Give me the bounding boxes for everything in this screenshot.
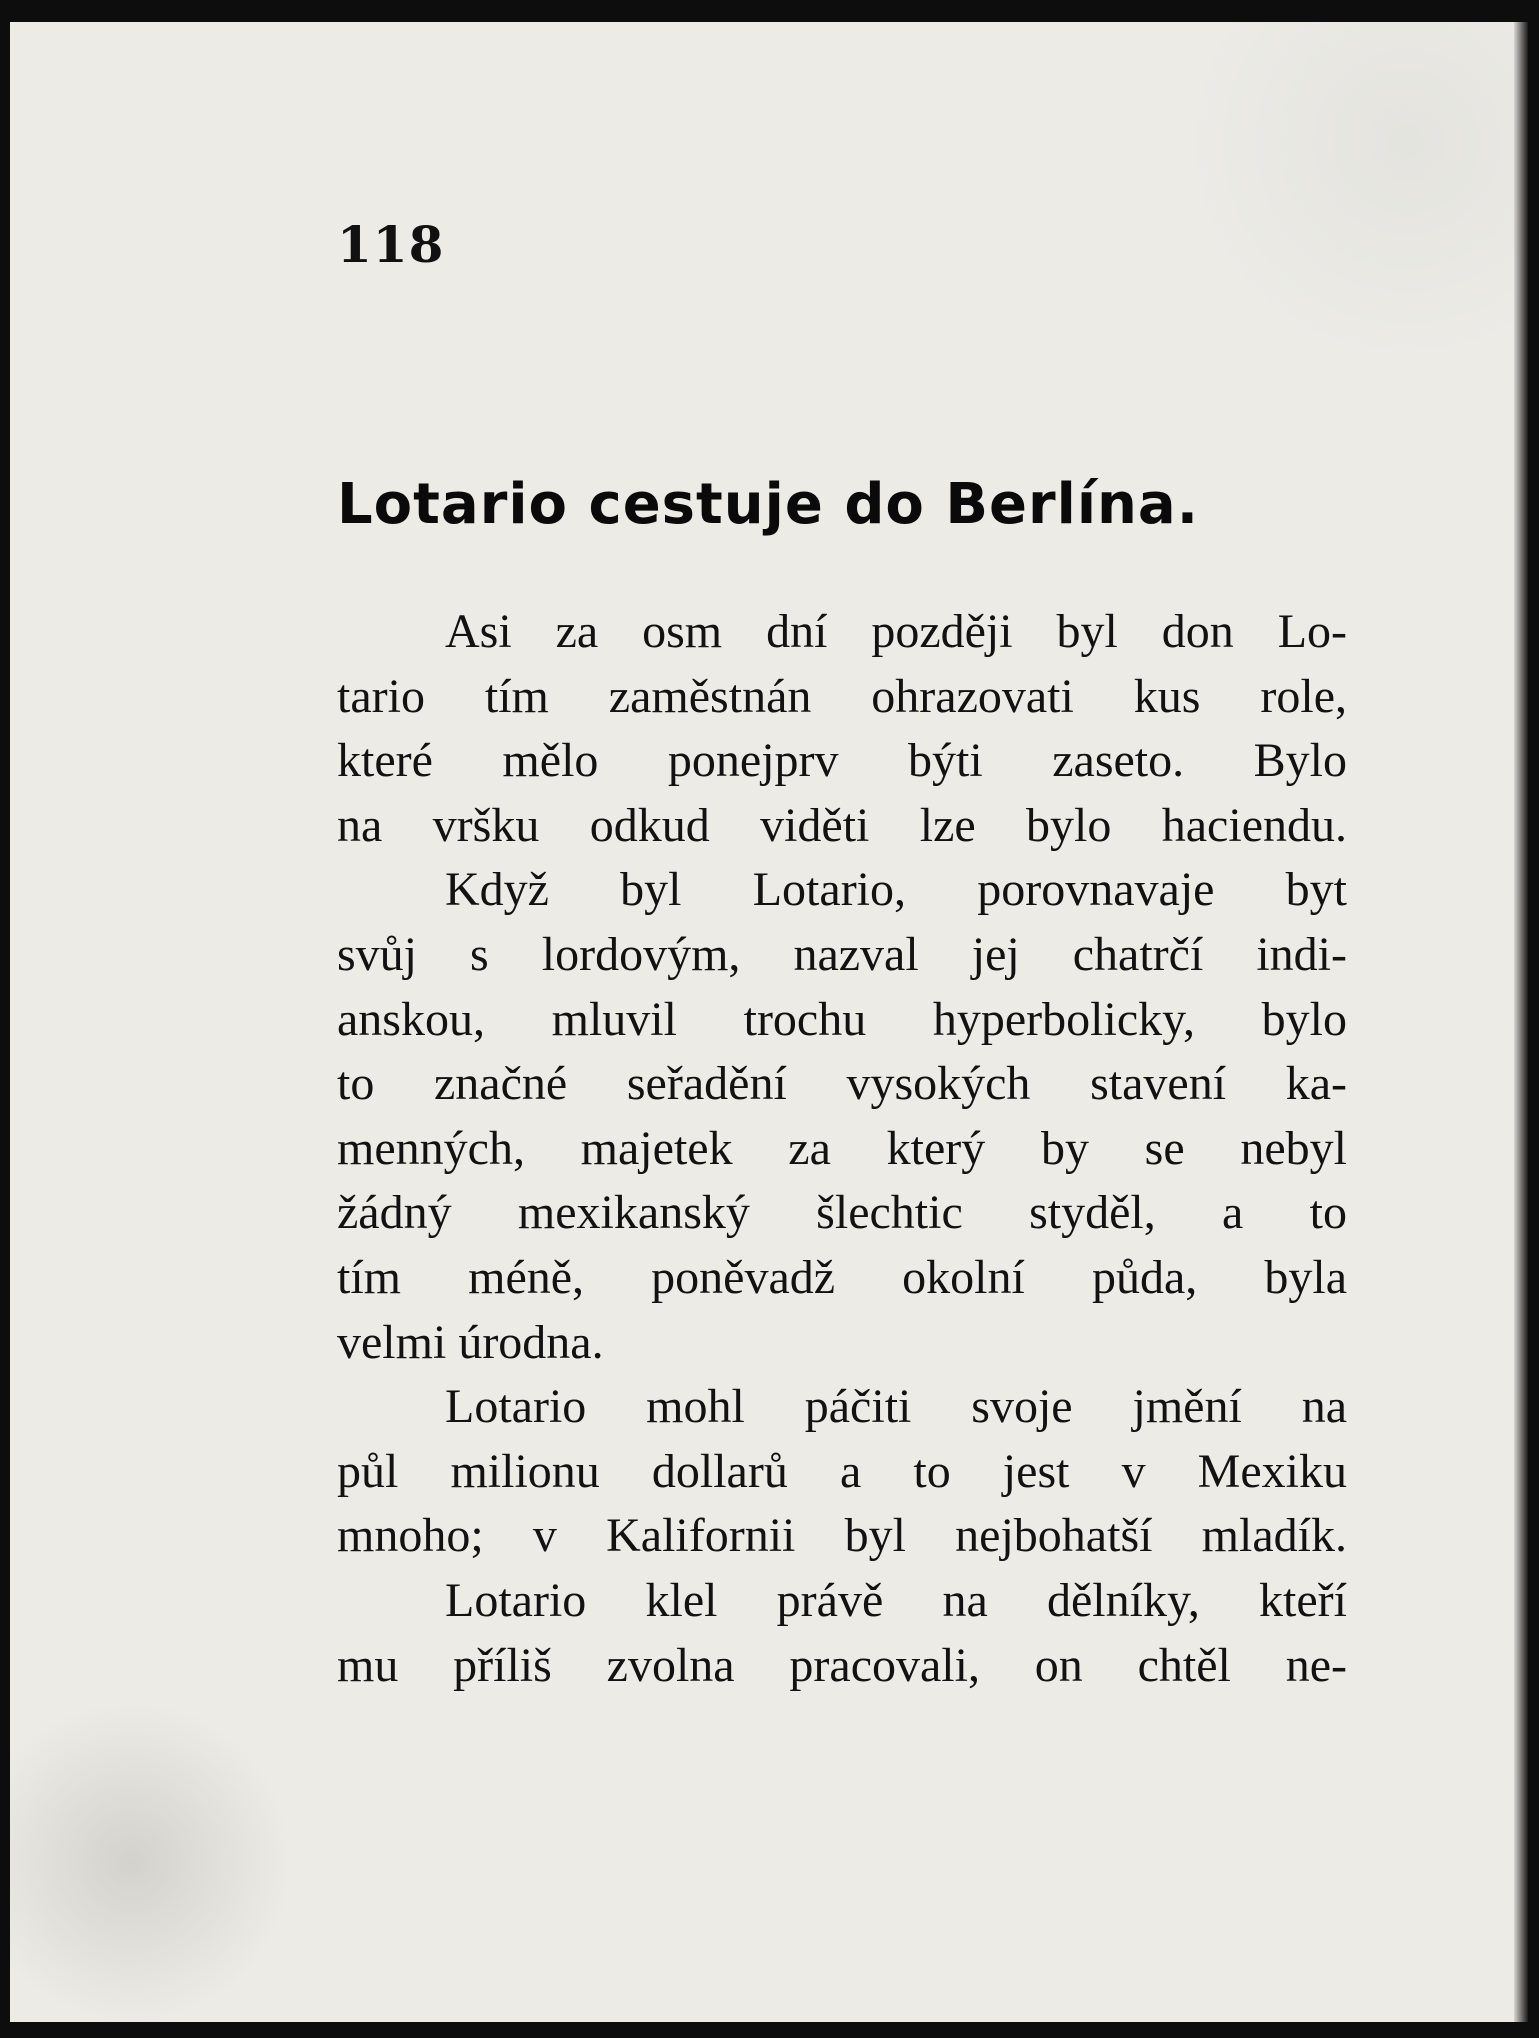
text-line: Lotario klel právě na dělníky, kteří [445, 1573, 1347, 1627]
text-line: půl milionu dollarů a to jest v Mexiku [337, 1444, 1347, 1498]
paragraph [337, 1569, 1347, 1698]
paragraph [337, 858, 1347, 1375]
text-line: na vršku odkud viděti lze bylo haciendu. [337, 798, 1347, 852]
page-number: 118 [337, 215, 445, 274]
text-line: Asi za osm dní později byl don Lo- [445, 605, 1347, 658]
paragraph [337, 1375, 1347, 1569]
text-line: to značné seřadění vysokých stavení ka- [337, 1057, 1347, 1111]
body-text [337, 600, 1347, 1698]
page-edge-shadow [1514, 22, 1528, 2022]
text-line: svůj s lordovým, nazval jej chatrčí indi- [337, 927, 1347, 981]
paragraph [337, 600, 1347, 858]
text-line: mu příliš zvolna pracovali, on chtěl ne- [337, 1638, 1347, 1692]
text-line: žádný mexikanský šlechtic styděl, a to [337, 1186, 1347, 1240]
text-line: tario tím zaměstnán ohrazovati kus role, [337, 669, 1347, 723]
book-page [10, 22, 1528, 2022]
text-line: Lotario mohl páčiti svoje jmění na [445, 1380, 1347, 1434]
text-line: menných, majetek za který by se nebyl [337, 1121, 1347, 1175]
text-line: které mělo ponejprv býti zaseto. Bylo [337, 734, 1347, 788]
chapter-title: Lotario cestuje do Berlína. [337, 472, 1199, 537]
text-line: anskou, mluvil trochu hyperbolicky, bylo [337, 992, 1347, 1046]
text-line: Když byl Lotario, porovnavaje byt [445, 863, 1347, 917]
text-line: velmi úrodna. [337, 1315, 604, 1369]
text-line: tím méně, poněvadž okolní půda, byla [337, 1250, 1347, 1304]
text-line: mnoho; v Kalifornii byl nejbohatší mladík. [337, 1509, 1347, 1563]
